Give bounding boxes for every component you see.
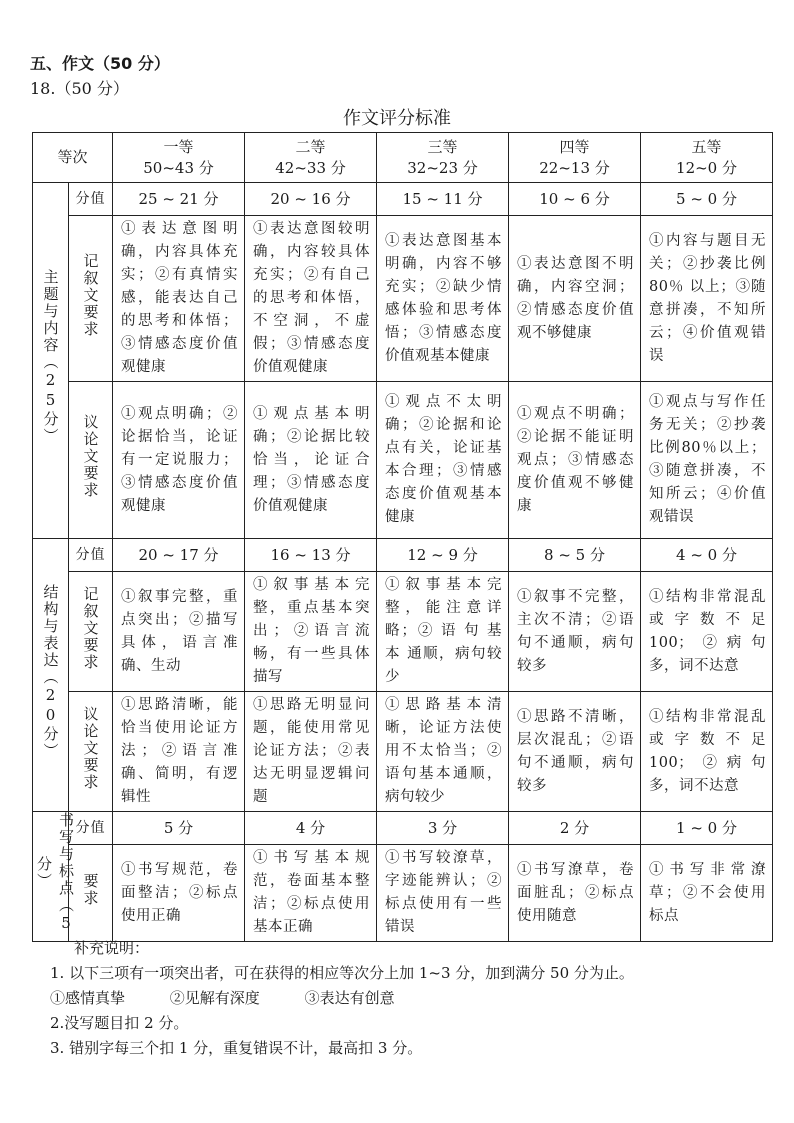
row-label: 记叙文要求	[69, 572, 113, 692]
score-cell: 4 分	[245, 812, 377, 845]
header-row	[33, 133, 773, 183]
bonus-items	[50, 986, 780, 1011]
score-cell: 8 ~ 5 分	[509, 539, 641, 572]
note-line-1: 1. 以下三项有一项突出者，可在获得的相应等次分上加 1~3 分，加到满分 50 分为止。	[50, 964, 634, 982]
grade-header	[641, 133, 773, 183]
score-cell: 3 分	[377, 812, 509, 845]
criteria-cell: ①思路不清晰，层次混乱；②语句不通顺，病句较多	[509, 692, 641, 812]
criteria-row	[33, 572, 773, 692]
criteria-cell: ①书写潦草，卷面脏乱；②标点使用随意	[509, 845, 641, 942]
score-cell: 1 ~ 0 分	[641, 812, 773, 845]
row-label: 记叙文要求	[69, 216, 113, 382]
bonus-item: ③表达有创意	[304, 989, 395, 1007]
criteria-row	[33, 216, 773, 382]
bonus-item: ①感情真挚	[50, 989, 126, 1007]
grade-range: 32~23 分	[407, 158, 478, 177]
score-label: 分值	[69, 539, 113, 572]
grade-header	[113, 133, 245, 183]
criteria-cell: ①思路无明显问题，能使用常见论证方法；②表达无明显逻辑问题	[245, 692, 377, 812]
row-label: 要求	[69, 845, 113, 942]
header-grade-label: 等次	[33, 133, 113, 183]
grade-header	[377, 133, 509, 183]
criteria-cell: ① 叙 事 基 本 完整，重点基本突出；②语言流畅，有一些具体描写	[245, 572, 377, 692]
criteria-cell: ①结构非常混乱或字数不足 100；②病句多，词不达意	[641, 692, 773, 812]
criteria-cell: ①叙事完整，重点突出；②描写具体，语言准确、生动	[113, 572, 245, 692]
section-label: 书写与标点（5分）	[33, 812, 69, 942]
criteria-cell: ① 观 点 基 本 明确；②论据比较恰当，论证合理；③情感态度价值观健康	[245, 382, 377, 539]
score-cell: 15 ~ 11 分	[377, 183, 509, 216]
criteria-row	[33, 692, 773, 812]
criteria-cell: ①书写规范，卷面整洁；②标点使用正确	[113, 845, 245, 942]
table-title: 作文评分标准	[343, 108, 451, 129]
criteria-row	[33, 382, 773, 539]
score-cell: 16 ~ 13 分	[245, 539, 377, 572]
criteria-cell: ①结构非常混乱或字数不足 100；②病句多，词不达意	[641, 572, 773, 692]
rubric-table	[32, 132, 773, 942]
criteria-cell: ①书写基本规范，卷面基本整洁；②标点使用基本正确	[245, 845, 377, 942]
grade-range: 42~33 分	[275, 158, 346, 177]
bonus-item: ②见解有深度	[169, 989, 260, 1007]
score-cell: 5 ~ 0 分	[641, 183, 773, 216]
score-cell: 10 ~ 6 分	[509, 183, 641, 216]
criteria-cell: ①书写非常潦草；②不会使用标点	[641, 845, 773, 942]
criteria-cell: ①表达意图不明确，内容空洞；②情感态度价值观不够健康	[509, 216, 641, 382]
criteria-cell: ① 思 路 基 本 清晰，论证方法使用不太恰当；②语句基本通顺，病句较少	[377, 692, 509, 812]
grade-range: 22~13 分	[539, 158, 610, 177]
criteria-cell: ①观点不明确；②论据不能证明观点；③情感态度价值观不够健康	[509, 382, 641, 539]
criteria-cell: ① 观 点 不 太 明确；②论据和论点有关，论证基本合理；③情感态度价值观基本健康	[377, 382, 509, 539]
criteria-cell: ①观点明确；②论据恰当，论证有一定说服力；③情感态度价值观健康	[113, 382, 245, 539]
score-row	[33, 183, 773, 216]
criteria-cell: ①书写较潦草，字迹能辨认；②标点使用有一些错误	[377, 845, 509, 942]
score-cell: 4 ~ 0 分	[641, 539, 773, 572]
score-cell: 25 ~ 21 分	[113, 183, 245, 216]
criteria-cell: ① 叙 事 基 本 完整，能注意详略；② 语 句 基 本 通顺，病句较少	[377, 572, 509, 692]
note-line-2: 2.没写题目扣 2 分。	[50, 1014, 189, 1032]
score-cell: 2 分	[509, 812, 641, 845]
grade-header	[245, 133, 377, 183]
section-label: 主题与内容（25分）	[33, 183, 69, 539]
row-label: 议论文要求	[69, 692, 113, 812]
note-line-3: 3. 错别字每三个扣 1 分，重复错误不计，最高扣 3 分。	[50, 1039, 423, 1057]
score-cell: 20 ~ 16 分	[245, 183, 377, 216]
score-label: 分值	[69, 812, 113, 845]
criteria-cell: ①观点与写作任务无关；②抄袭比例80％以上；③随意拼凑，不知所云；④价值观错误	[641, 382, 773, 539]
score-row	[33, 812, 773, 845]
score-label: 分值	[69, 183, 113, 216]
grade-name: 一等	[163, 137, 194, 156]
section-heading: 五、作文（50 分）	[30, 54, 170, 73]
grade-header	[509, 133, 641, 183]
section-label: 结构与表达（20分）	[33, 539, 69, 812]
grade-name: 五等	[691, 137, 722, 156]
criteria-cell: ①表达意图较明确，内容较具体充实；②有自己的思考和体悟，不空洞，不虚假；③情感态度价值观健康	[245, 216, 377, 382]
criteria-cell: ①表达意图基本明确，内容不够充实；②缺少情感体验和思考体悟；③情感态度价值观基本健康	[377, 216, 509, 382]
supplementary-notes	[50, 936, 780, 1061]
grade-range: 12~0 分	[676, 158, 737, 177]
grade-name: 三等	[427, 137, 458, 156]
criteria-row	[33, 845, 773, 942]
criteria-cell: ①思路清晰，能恰当使用论证方法；②语言准确、简明，有逻辑性	[113, 692, 245, 812]
question-number: 18.（50 分）	[30, 79, 129, 98]
row-label: 议论文要求	[69, 382, 113, 539]
score-row	[33, 539, 773, 572]
grade-name: 四等	[559, 137, 590, 156]
grade-range: 50~43 分	[143, 158, 214, 177]
criteria-cell: ①内容与题目无关；②抄袭比例 80％ 以上；③随意拼凑，不知所云；④价值观错误	[641, 216, 773, 382]
score-cell: 20 ~ 17 分	[113, 539, 245, 572]
score-cell: 5 分	[113, 812, 245, 845]
score-cell: 12 ~ 9 分	[377, 539, 509, 572]
criteria-cell: ①表达意图明确，内容具体充实；②有真情实感，能表达自己的思考和体悟；③情感态度价值观健康	[113, 216, 245, 382]
notes-title: 补充说明：	[74, 939, 150, 957]
criteria-cell: ①叙事不完整，主次不清；②语句不通顺，病句较多	[509, 572, 641, 692]
grade-name: 二等	[295, 137, 326, 156]
